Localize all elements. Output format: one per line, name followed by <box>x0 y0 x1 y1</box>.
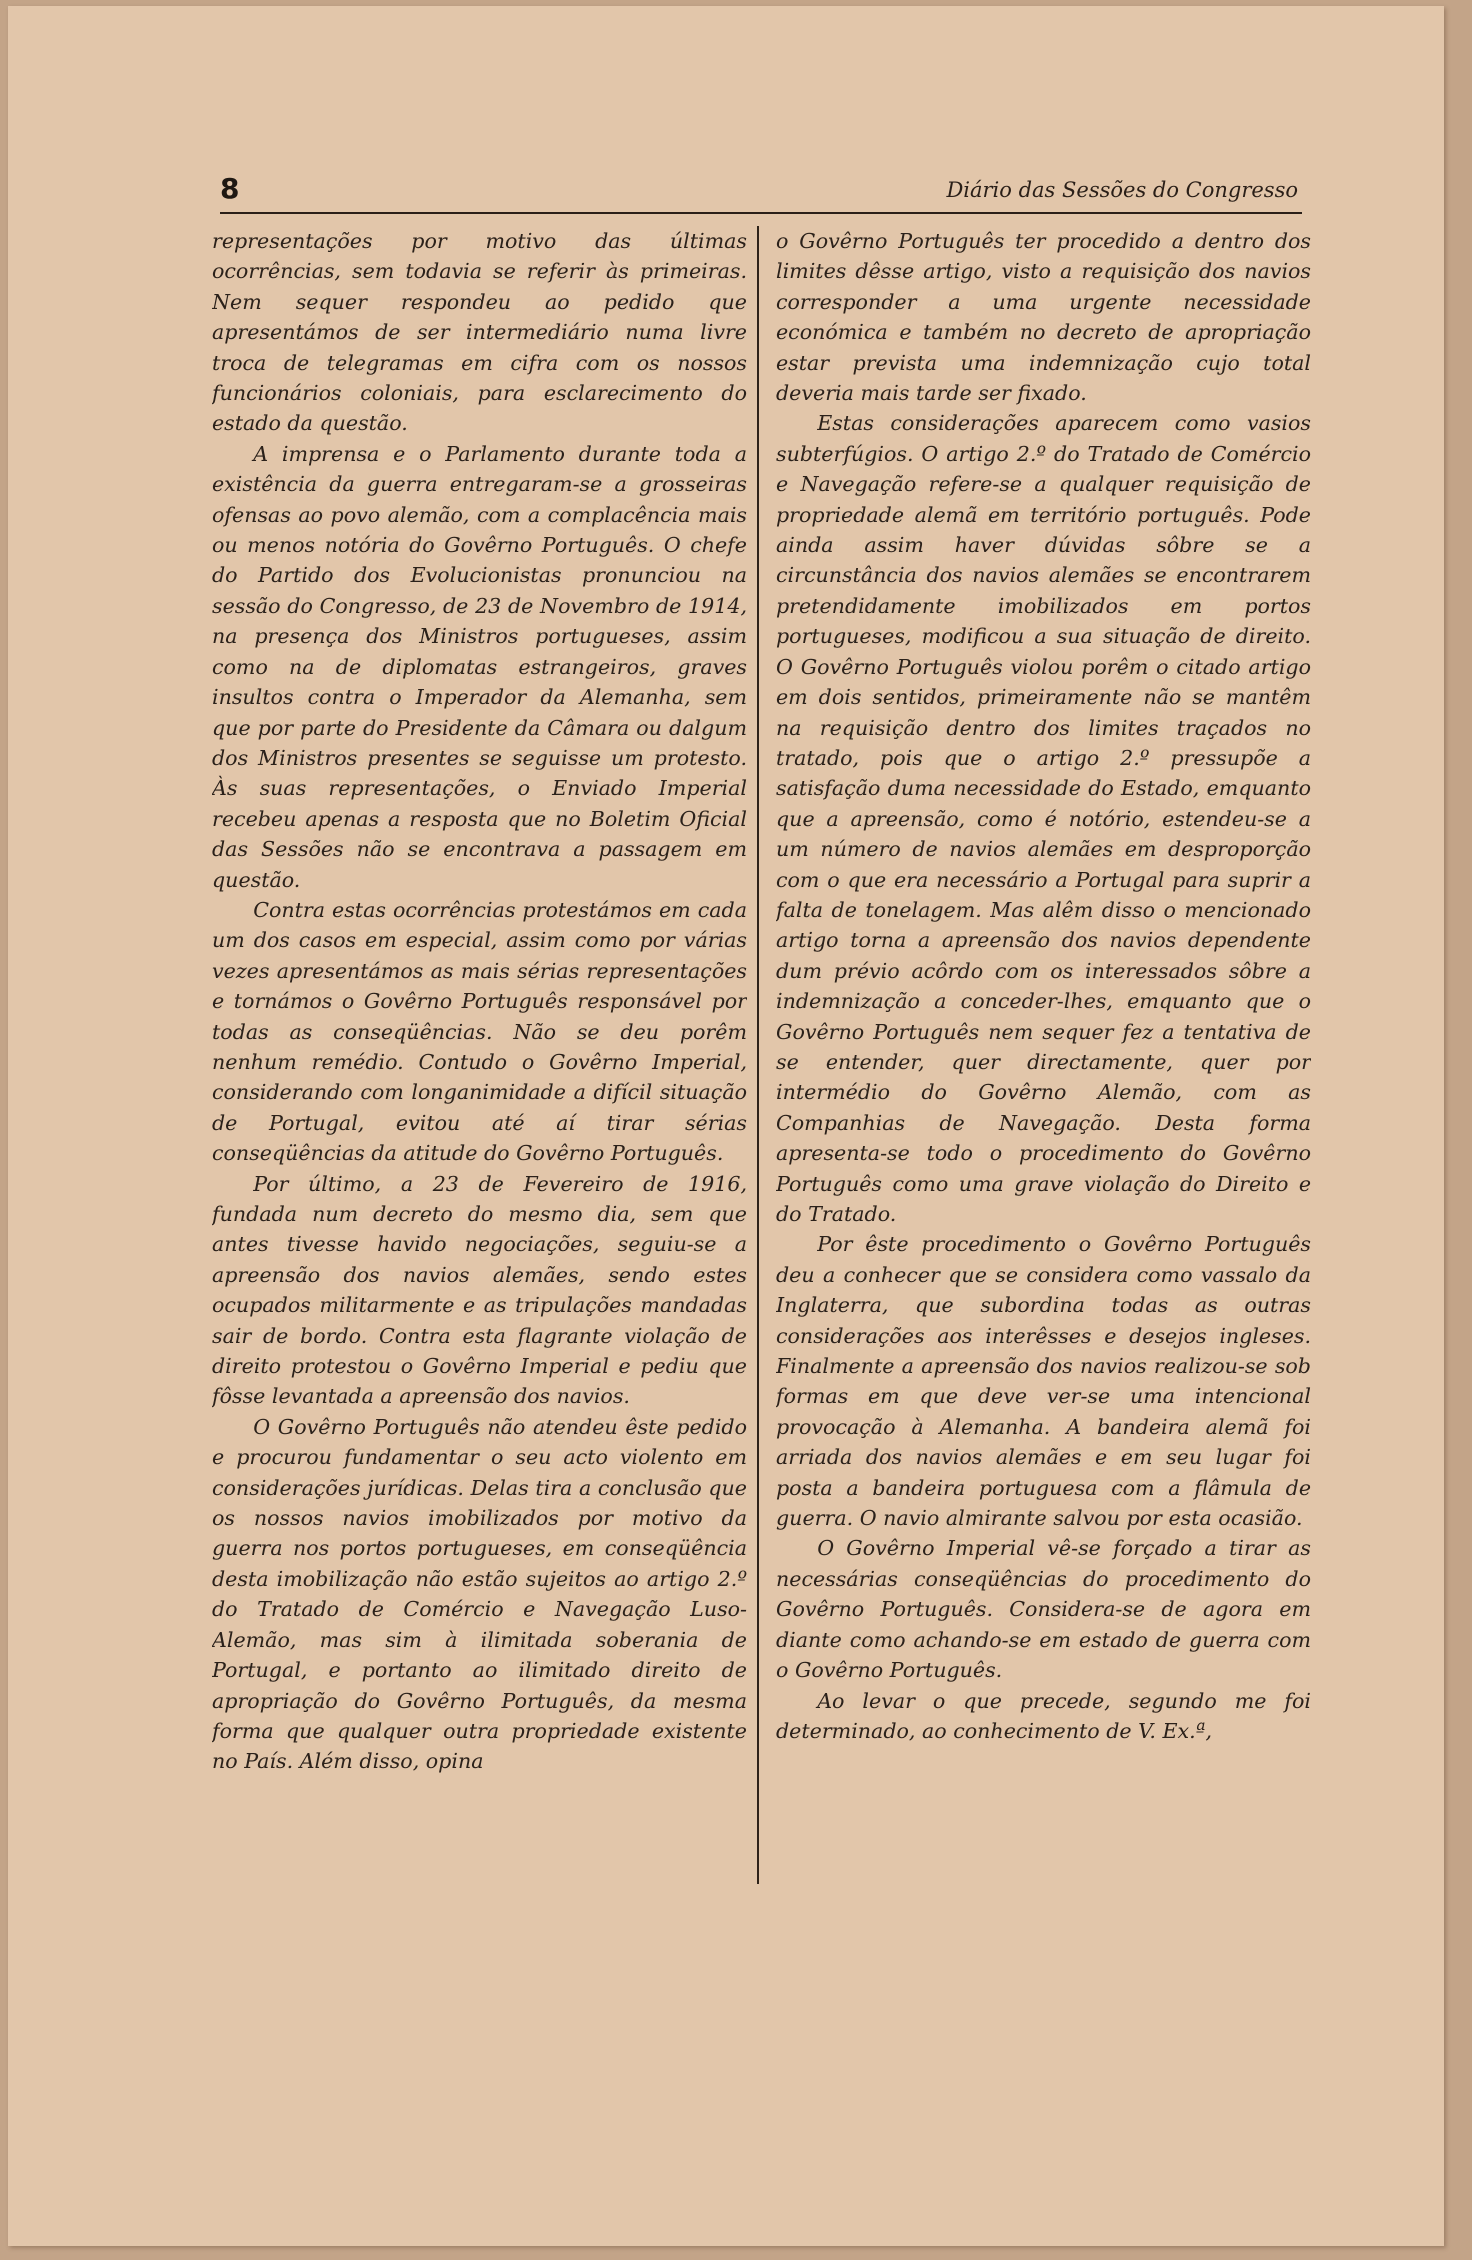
paragraph: Ao levar o que precede, segundo me foi determinado, ao conhecimento de V. Ex.ª, <box>776 1688 1311 1743</box>
column-divider <box>757 226 759 1884</box>
page-number: 8 <box>220 172 240 205</box>
page-header <box>220 166 1302 214</box>
running-title: Diário das Sessões do Congresso <box>946 178 1298 202</box>
paragraph: O Govêrno Imperial vê-se forçado a tirar as necessárias conseqüências do procedimento do Govêrno Português. Considera-se de agora em diante como achando-se em estado de guerra com o Govêrno Português. <box>776 1536 1311 1683</box>
right-column <box>776 226 1311 1906</box>
paragraph: Estas considerações aparecem como vasios subterfúgios. O artigo 2.º do Tratado de Comércio e Navegação refere-se a qualquer requisição de propriedade alemã em território português. Pode ainda assim haver dúvidas sôbre se a circunstância dos navios alemães se encontrarem pretendidamente imobilizados em portos portugueses, modificou a sua situação de direito. O Govêrno Português violou porêm o citado artigo em dois sentidos, primeiramente não se mantêm na requisição dentro dos limites traçados no tratado, pois que o artigo 2.º pressupõe a satisfação duma necessidade do Estado, emquanto que a apreensão, como é notório, estendeu-se a um número de navios alemães em desproporção com o que era necessário a Portugal para suprir a falta de tonelagem. Mas alêm disso o mencionado artigo torna a apreensão dos navios dependente dum prévio acôrdo com os interessados sôbre a indemnização a conceder-lhes, emquanto que o Govêrno Português nem sequer fez a tentativa de se entender, quer directamente, quer por intermédio do Govêrno Alemão, com as Companhias de Navegação. Desta forma apresenta-se todo o procedimento do Govêrno Português como uma grave violação do Direito e do Tratado. <box>776 411 1311 1226</box>
paragraph: representações por motivo das últimas ocorrências, sem todavia se referir às primeiras. Nem sequer respondeu ao pedido que apresentámos de ser intermediário numa livre troca de telegramas em cifra com os nossos funcionários coloniais, para esclarecimento do estado da questão. <box>212 229 747 436</box>
left-column <box>212 226 747 1906</box>
paragraph: o Govêrno Português ter procedido a dentro dos limites dêsse artigo, visto a requisição dos navios corresponder a uma urgente necessidade económica e também no decreto de apropriação estar prevista uma indemnização cujo total deveria mais tarde ser fixado. <box>776 229 1311 406</box>
paragraph: O Govêrno Português não atendeu êste pedido e procurou fundamentar o seu acto violento em considerações jurídicas. Delas tira a conclusão que os nossos navios imobilizados por motivo da guerra nos portos portugueses, em conseqüência desta imobilização não estão sujeitos ao artigo 2.º do Tratado de Comércio e Navegação Luso-Alemão, mas sim à ilimitada soberania de Portugal, e portanto ao ilimitado direito de apropriação do Govêrno Português, da mesma forma que qualquer outra propriedade existente no País. Além disso, opina <box>212 1414 747 1774</box>
paragraph: Por êste procedimento o Govêrno Português deu a conhecer que se considera como vassalo da Inglaterra, que subordina todas as outras considerações aos interêsses e desejos ingleses. Finalmente a apreensão dos navios realizou-se sob formas em que deve ver-se uma intencional provocação à Alemanha. A bandeira alemã foi arriada dos navios alemães e em seu lugar foi posta a bandeira portuguesa com a flâmula de guerra. O navio almirante salvou por esta ocasião. <box>776 1232 1311 1531</box>
paragraph: Por último, a 23 de Fevereiro de 1916, fundada num decreto do mesmo dia, sem que antes tivesse havido negociações, seguiu-se a apreensão dos navios alemães, sendo estes ocupados militarmente e as tripulações mandadas sair de bordo. Contra esta flagrante violação de direito protestou o Govêrno Imperial e pediu que fôsse levantada a apreensão dos navios. <box>212 1171 747 1409</box>
paragraph: A imprensa e o Parlamento durante toda a existência da guerra entregaram-se a grosseiras ofensas ao povo alemão, com a complacência mais ou menos notória do Govêrno Português. O chefe do Partido dos Evolucionistas pronunciou na sessão do Congresso, de 23 de Novembro de 1914, na presença dos Ministros portugueses, assim como na de diplomatas estrangeiros, graves insultos contra o Imperador da Alemanha, sem que por parte do Presidente da Câmara ou dalgum dos Ministros presentes se seguisse um protesto. Às suas representações, o Enviado Imperial recebeu apenas a resposta que no Boletim Oficial das Sessões não se encontrava a passagem em questão. <box>212 441 747 892</box>
paragraph: Contra estas ocorrências protestámos em cada um dos casos em especial, assim como por várias vezes apresentámos as mais sérias representações e tornámos o Govêrno Português responsável por todas as conseqüências. Não se deu porêm nenhum remédio. Contudo o Govêrno Imperial, considerando com longanimidade a difícil situação de Portugal, evitou até aí tirar sérias conseqüências da atitude do Govêrno Português. <box>212 897 747 1166</box>
